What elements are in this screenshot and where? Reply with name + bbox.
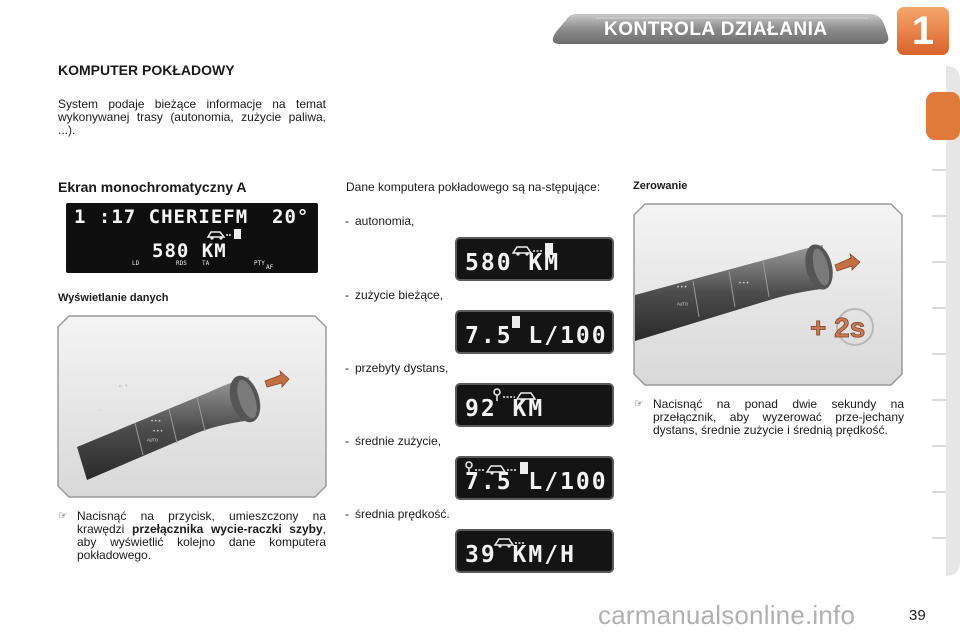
svg-text:• • •: • • • <box>739 281 749 287</box>
display-panel-distance <box>455 383 614 427</box>
reset-title: Zerowanie <box>633 180 688 192</box>
mono-screen-title: Ekran monochromatyczny A <box>58 179 247 195</box>
list-item-label: przebyty dystans, <box>355 361 449 375</box>
svg-text:• • •: • • • <box>677 285 687 291</box>
display-panel-value: 7.5 L/100 <box>465 469 608 495</box>
intro-text: System podaje bieżące informacje na temat wykonywanej trasy (autonomia, zużycie paliwa, ...). <box>58 97 326 137</box>
page-number: 39 <box>909 607 926 624</box>
pointing-hand-icon: ☞ <box>58 510 68 522</box>
svg-text:▲ ♦: ▲ ♦ <box>117 383 128 389</box>
svg-text:ᴬᵁᵀᴼ: ᴬᵁᵀᴼ <box>677 303 688 309</box>
wiper-stalk-reset-illustration <box>633 203 903 386</box>
list-item-average-speed: - średnia prędkość. <box>345 507 450 521</box>
svg-text:• • •: • • • <box>151 419 161 425</box>
display-panel-value: 580 KM <box>465 250 561 276</box>
list-item-label: średnia prędkość. <box>355 507 450 521</box>
list-item-label: autonomia, <box>355 214 415 228</box>
display-data-title: Wyświetlanie danych <box>58 292 169 304</box>
mono-screen-line2: 580 KM <box>152 240 227 262</box>
mono-label-ld: LD <box>132 260 140 267</box>
display-panel-average-consumption <box>455 456 614 500</box>
svg-text:ᴬᵁᵀᴼ: ᴬᵁᵀᴼ <box>147 439 158 445</box>
watermark: carmanualsonline.info <box>598 600 856 630</box>
header-bar <box>0 0 960 62</box>
list-item-label: zużycie bieżące, <box>355 288 444 302</box>
display-panel-average-speed <box>455 529 614 573</box>
pointing-hand-icon: ☞ <box>634 398 644 410</box>
mono-label-af: AF <box>266 264 274 271</box>
list-item-label: średnie zużycie, <box>355 434 442 448</box>
svg-text:• • •: • • • <box>153 429 163 435</box>
display-note-pre: Nacisnąć na przycisk, umieszczony na krawędzi <box>77 509 326 536</box>
display-panel-value: 7.5 L/100 <box>465 323 608 349</box>
display-note-bold: przełącznika wycie-raczki szyby <box>131 522 323 536</box>
stalk-picture-right <box>633 203 903 386</box>
reset-note-text: Nacisnąć na ponad dwie sekundy na przełącznik, aby wyzerować prze-jechany dystans, średnie zużycie i średnią prędkość. <box>653 397 904 437</box>
display-data-note <box>58 510 326 562</box>
side-tabs-graphic <box>926 66 960 576</box>
display-note-post: , aby wyświetlić kolejno dane komputera pokładowego. <box>77 522 326 562</box>
list-item-autonomy: - autonomia, <box>345 214 415 228</box>
display-panel-value: 39 KM/H <box>465 542 576 568</box>
list-item-current-consumption: - zużycie bieżące, <box>345 288 444 302</box>
svg-text:⌒: ⌒ <box>97 411 104 417</box>
reset-note <box>634 398 904 437</box>
wiper-stalk-illustration <box>57 315 327 498</box>
section-title: KOMPUTER POKŁADOWY <box>58 62 235 78</box>
mono-label-rds: RDS <box>176 260 187 267</box>
mono-screen-temperature: 20° <box>272 206 310 228</box>
list-item-distance: - przebyty dystans, <box>345 361 449 375</box>
header-title: KONTROLA DZIAŁANIA <box>604 19 828 40</box>
side-tab-active <box>926 92 960 140</box>
list-item-average-consumption: - średnie zużycie, <box>345 434 442 448</box>
display-panel-current-consumption <box>455 310 614 354</box>
mono-screen-line1: 1 ꞉17 CHERIEFM <box>74 206 249 228</box>
chapter-number: 1 <box>911 9 935 53</box>
computer-intro: Dane komputera pokładowego są na-stępujące: <box>346 180 601 194</box>
mono-label-pty: PTY <box>254 260 265 267</box>
mono-label-ta: TA <box>202 260 210 267</box>
car-fuel-icon <box>206 227 246 241</box>
display-panel-value: 92 KM <box>465 396 545 422</box>
mono-screen <box>66 203 318 273</box>
hold-2s-badge: + 2s <box>810 312 866 343</box>
side-tabs <box>926 66 960 576</box>
stalk-picture-left <box>57 315 327 498</box>
display-panel-autonomy <box>455 237 614 281</box>
